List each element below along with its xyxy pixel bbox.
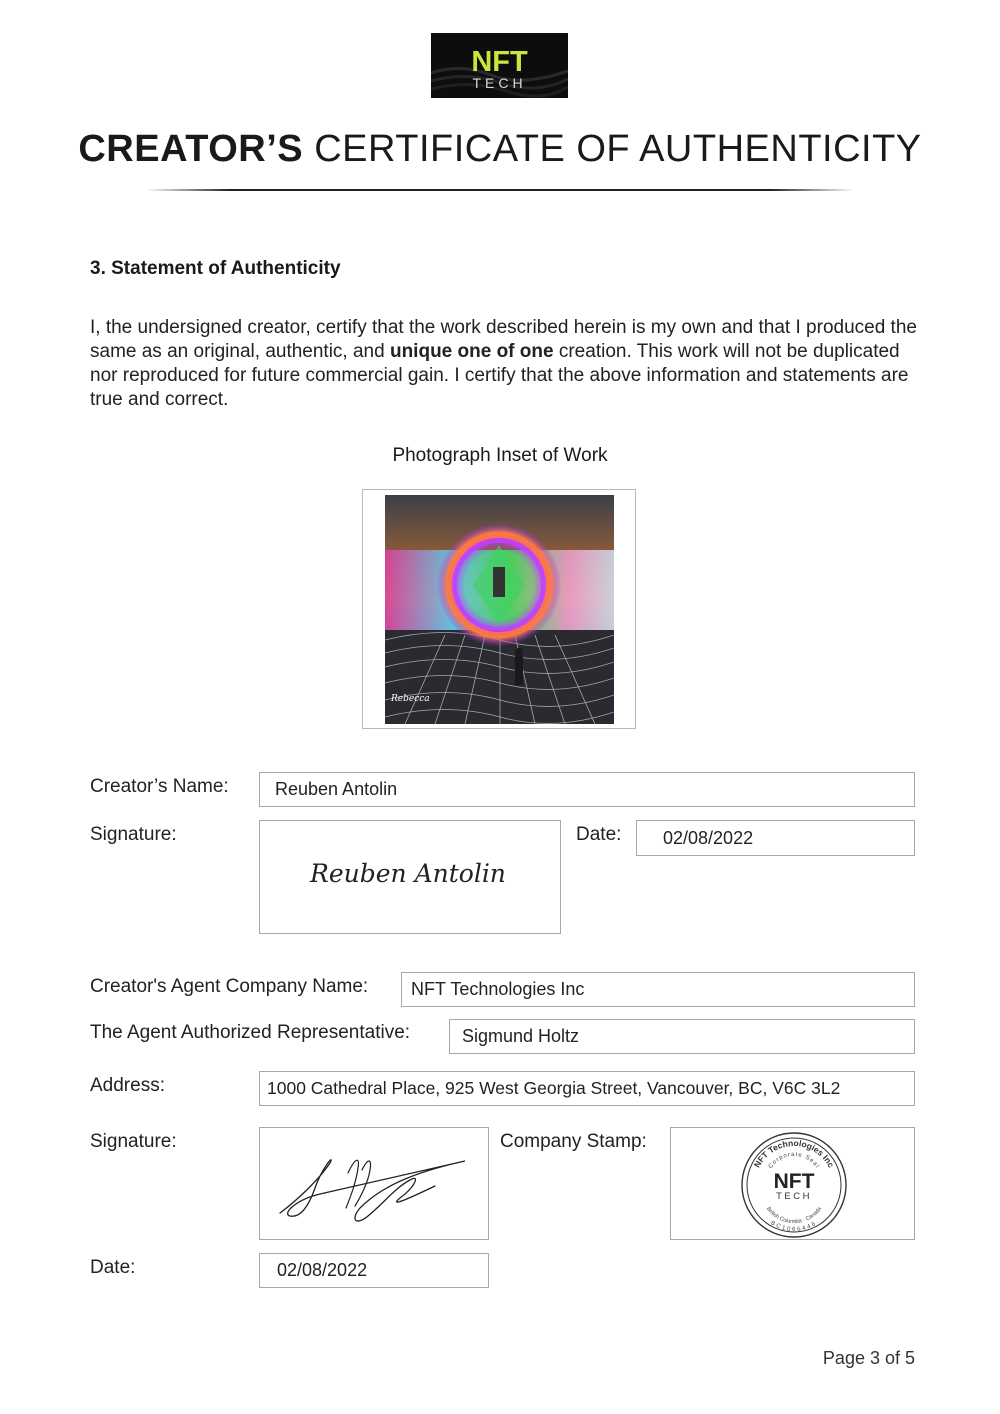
- creator-name-value: Reuben Antolin: [275, 779, 398, 799]
- creator-signature-box[interactable]: [259, 820, 561, 934]
- nft-tech-logo: [431, 33, 568, 98]
- svg-text:Corporate Seal: [768, 1152, 820, 1170]
- inset-caption: Photograph Inset of Work: [392, 445, 608, 466]
- creator-date-value: 02/08/2022: [663, 827, 754, 848]
- agent-date-value: 02/08/2022: [277, 1260, 368, 1280]
- creator-signature-label: Signature:: [90, 824, 177, 845]
- logo-text-tech: TECH: [472, 75, 527, 91]
- agent-representative-label: The Agent Authorized Representative:: [90, 1022, 411, 1043]
- creator-date-label: Date:: [576, 824, 622, 845]
- title-rest: CERTIFICATE OF AUTHENTICITY: [314, 128, 922, 170]
- section-heading: 3. Statement of Authenticity: [90, 258, 341, 279]
- title-bold: CREATOR’S: [78, 128, 304, 170]
- seal-nft: NFT: [773, 1170, 815, 1193]
- agent-signature-drawing: [260, 1128, 488, 1239]
- agent-company-value: NFT Technologies Inc: [411, 979, 585, 999]
- company-stamp-box: [670, 1127, 915, 1240]
- agent-representative-value: Sigmund Holtz: [462, 1026, 580, 1046]
- statement-part-2: creation. This work will not be duplicated nor reproduced for future commercial gain. I certify that the above information and statements are true and correct.: [90, 341, 909, 410]
- statement-part-1: I, the undersigned creator, certify that the work described herein is my own and that I produced the same as an original, authentic, and: [90, 317, 917, 362]
- title-divider: [145, 189, 855, 191]
- agent-date-label: Date:: [90, 1257, 136, 1278]
- artwork-signature: Rebecca: [391, 694, 430, 704]
- creator-signature-drawing: [260, 821, 560, 933]
- logo-text-nft: NFT: [471, 46, 528, 78]
- creator-name-field[interactable]: [259, 772, 915, 807]
- agent-company-field[interactable]: [401, 972, 915, 1007]
- agent-representative-field[interactable]: [449, 1019, 915, 1054]
- creator-date-field[interactable]: [636, 820, 915, 856]
- seal-ring-inner: Corporate Seal: [767, 1151, 821, 1170]
- agent-company-label: Creator's Agent Company Name:: [90, 976, 369, 997]
- seal-tech: TECH: [776, 1191, 812, 1202]
- address-label: Address:: [90, 1075, 165, 1096]
- statement-bold: unique one of one: [389, 341, 554, 362]
- company-seal: [671, 1128, 914, 1239]
- agent-signature-label: Signature:: [90, 1131, 177, 1152]
- creator-name-label: Creator’s Name:: [90, 776, 229, 797]
- page-number: Page 3 of 5: [822, 1348, 915, 1368]
- seal-ring-bottom: British Columbia · Canada: [765, 1206, 823, 1226]
- agent-date-field[interactable]: [259, 1253, 489, 1288]
- seal-number: BC1066446: [769, 1220, 819, 1234]
- address-value: 1000 Cathedral Place, 925 West Georgia Street, Vancouver, BC, V6C 3L2: [267, 1078, 841, 1098]
- statement-paragraph: [90, 316, 920, 412]
- logo-graphic: [431, 33, 568, 98]
- seal-ring-top: NFT Technologies Inc: [751, 1137, 837, 1170]
- certificate-title: [0, 128, 1000, 171]
- creator-signature-script: Reuben Antolin: [310, 859, 506, 888]
- company-stamp-label: Company Stamp:: [500, 1131, 647, 1152]
- artwork-image: [385, 495, 614, 724]
- agent-signature-box[interactable]: [259, 1127, 489, 1240]
- address-field[interactable]: [259, 1071, 915, 1106]
